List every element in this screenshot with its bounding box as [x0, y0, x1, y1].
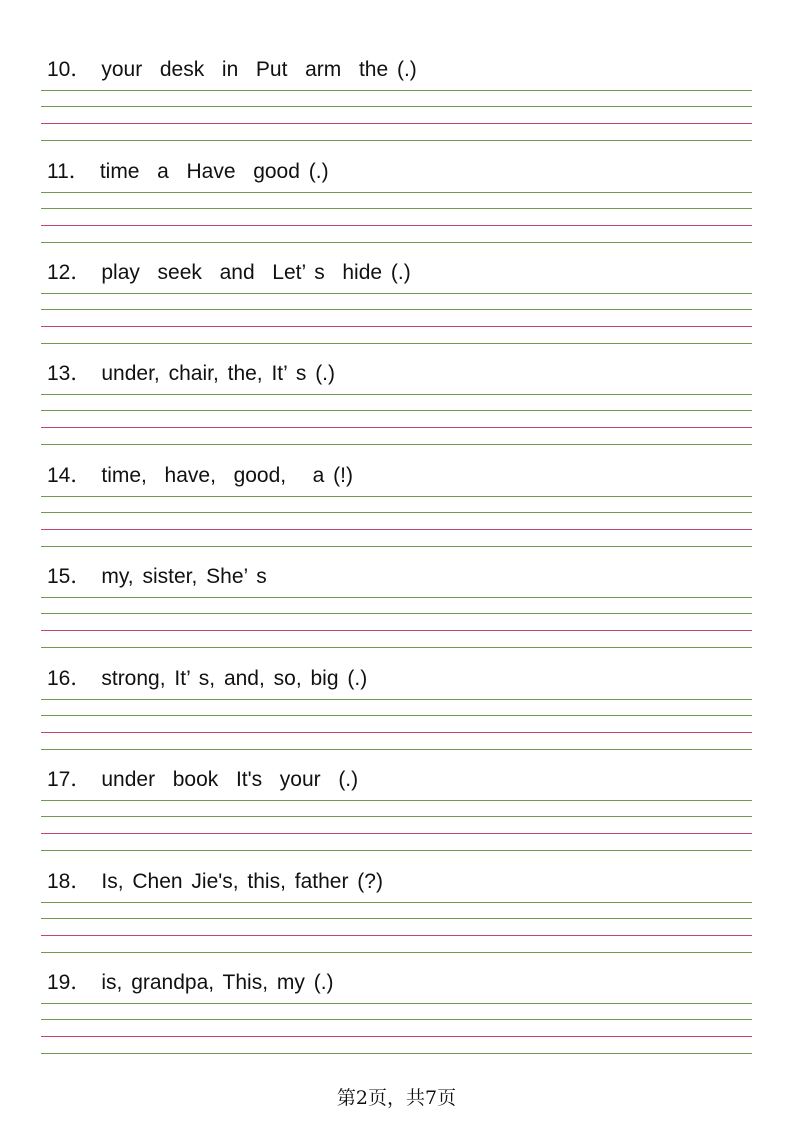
upper-guide-line [41, 816, 752, 817]
base-line [41, 935, 752, 936]
question-words: play seek and Let’ s hide (.) [101, 261, 411, 284]
question-13 [0, 360, 793, 461]
top-line [41, 699, 752, 700]
question-prompt [47, 158, 329, 186]
question-words: time a Have good (.) [99, 160, 329, 183]
writing-lines[interactable] [41, 902, 752, 954]
question-17 [0, 766, 793, 867]
top-line [41, 192, 752, 193]
question-12 [0, 259, 793, 360]
bottom-line [41, 242, 752, 243]
question-words: time, have, good, a (!) [101, 464, 353, 487]
top-line [41, 90, 752, 91]
question-number: 17． [47, 768, 92, 791]
writing-lines[interactable] [41, 597, 752, 649]
base-line [41, 833, 752, 834]
top-line [41, 597, 752, 598]
base-line [41, 326, 752, 327]
question-number: 14． [47, 464, 92, 487]
base-line [41, 529, 752, 530]
question-words: is, grandpa, This, my (.) [101, 971, 334, 994]
upper-guide-line [41, 715, 752, 716]
question-19 [0, 969, 793, 1070]
writing-lines[interactable] [41, 90, 752, 142]
upper-guide-line [41, 309, 752, 310]
writing-lines[interactable] [41, 394, 752, 446]
question-number: 10． [47, 58, 92, 81]
base-line [41, 1036, 752, 1037]
question-18 [0, 868, 793, 969]
question-number: 13． [47, 362, 92, 385]
base-line [41, 123, 752, 124]
question-14 [0, 462, 793, 563]
bottom-line [41, 1053, 752, 1054]
bottom-line [41, 952, 752, 953]
question-words: under, chair, the, It’ s (.) [101, 362, 336, 385]
upper-guide-line [41, 106, 752, 107]
bottom-line [41, 140, 752, 141]
question-words: my, sister, She’ s [101, 565, 267, 588]
base-line [41, 732, 752, 733]
top-line [41, 293, 752, 294]
question-prompt [47, 868, 383, 896]
top-line [41, 902, 752, 903]
question-16 [0, 665, 793, 766]
bottom-line [41, 749, 752, 750]
bottom-line [41, 343, 752, 344]
question-prompt [47, 563, 267, 591]
upper-guide-line [41, 613, 752, 614]
question-number: 11． [47, 160, 90, 183]
upper-guide-line [41, 918, 752, 919]
question-words: strong, It’ s, and, so, big (.) [101, 667, 368, 690]
question-number: 19． [47, 971, 92, 994]
question-prompt [47, 766, 358, 794]
bottom-line [41, 444, 752, 445]
question-10 [0, 56, 793, 157]
upper-guide-line [41, 410, 752, 411]
base-line [41, 225, 752, 226]
upper-guide-line [41, 1019, 752, 1020]
question-words: Is, Chen Jie's, this, father (?) [101, 870, 383, 893]
question-prompt [47, 56, 417, 84]
question-words: under book It's your (.) [101, 768, 359, 791]
upper-guide-line [41, 512, 752, 513]
writing-lines[interactable] [41, 1003, 752, 1055]
bottom-line [41, 647, 752, 648]
top-line [41, 394, 752, 395]
writing-lines[interactable] [41, 293, 752, 345]
question-15 [0, 563, 793, 664]
page-footer: 第2页，共7页 [336, 1087, 457, 1109]
question-number: 15． [47, 565, 92, 588]
question-prompt [47, 462, 353, 490]
question-number: 18． [47, 870, 92, 893]
question-prompt [47, 360, 335, 388]
writing-lines[interactable] [41, 800, 752, 852]
upper-guide-line [41, 208, 752, 209]
question-prompt [47, 969, 334, 997]
writing-lines[interactable] [41, 699, 752, 751]
question-prompt [47, 259, 411, 287]
top-line [41, 800, 752, 801]
question-11 [0, 158, 793, 259]
question-words: your desk in Put arm the (.) [101, 58, 417, 81]
writing-lines[interactable] [41, 496, 752, 548]
top-line [41, 496, 752, 497]
bottom-line [41, 546, 752, 547]
question-number: 12． [47, 261, 92, 284]
base-line [41, 427, 752, 428]
question-prompt [47, 665, 367, 693]
bottom-line [41, 850, 752, 851]
base-line [41, 630, 752, 631]
writing-lines[interactable] [41, 192, 752, 244]
top-line [41, 1003, 752, 1004]
question-number: 16． [47, 667, 92, 690]
